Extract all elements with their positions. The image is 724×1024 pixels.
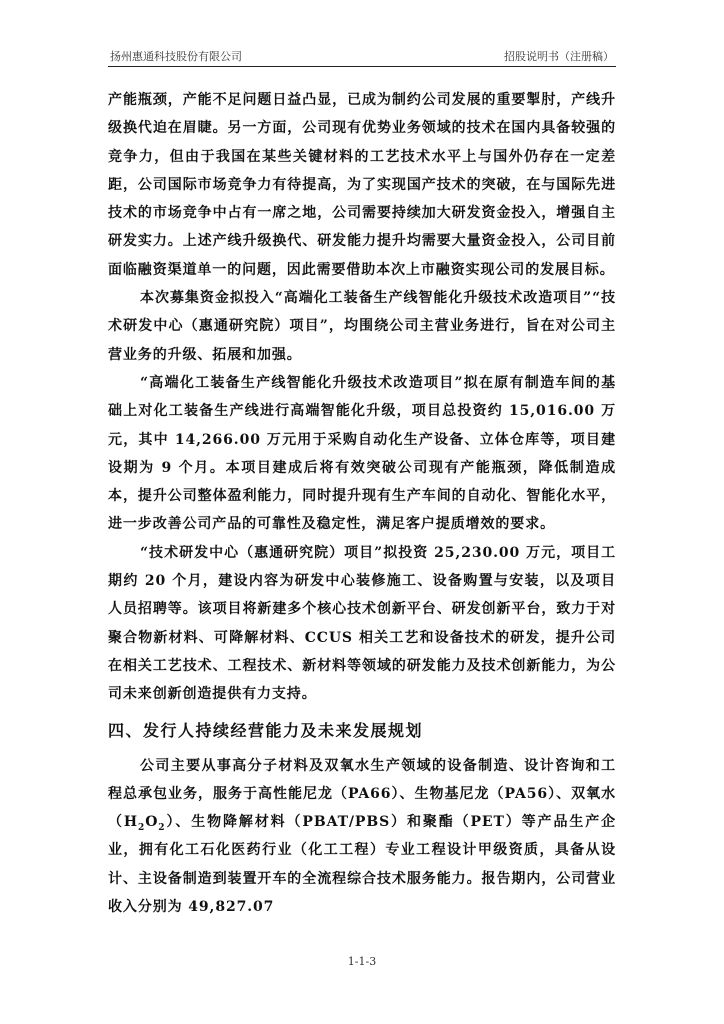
paragraph-text: 公司主要从事高分子材料及双氧水生产领域的设备制造、设计咨询和工程总承包业务，服务于高性能尼龙（PA66）、生物基尼龙（PA56）、双氧水（H — [108, 757, 616, 831]
paragraph: “高端化工装备生产线智能化升级技术改造项目”拟在原有制造车间的基础上对化工装备生产线进行高端智能化升级，项目总投资约 15,016.00 万元，其中 14,266.00 万元用于采购自动化生产设备、立体仓库等，项目建设期为 9 个月。本项目建成后将有效突破公司现有产能瓶颈，降低制造成本，提升公司整体盈利能力，同时提升现有生产车间的自动化、智能化水平，进一步改善公司产品的可靠性及稳定性，满足客户提质增效的要求。 — [108, 374, 616, 533]
subscript: 2 — [158, 822, 166, 833]
paragraph-text: ）、生物降解材料（PBAT/PBS）和聚酯（PET）等产品生产企业，拥有化工石化医药行业（化工工程）专业工程设计甲级资质，具备从设计、主设备制造到装置开车的全流程综合技术服务能力。报告期内，公司营业收入分别为 49,827.07 — [108, 814, 616, 916]
document-body — [108, 86, 616, 921]
paragraph — [108, 752, 616, 922]
paragraph-text: O — [145, 814, 159, 831]
paragraph: “技术研发中心（惠通研究院）项目”拟投资 25,230.00 万元，项目工期约 20 个月，建设内容为研发中心装修施工、设备购置与安装，以及项目人员招聘等。该项目将新建多个核心技术创新平台、研发创新平台，致力于对聚合物新材料、可降解材料、CCUS 相关工艺和设备技术的研发，提升公司在相关工艺技术、工程技术、新材料等领域的研发能力及技术创新能力，为公司未来创新创造提供有力支持。 — [108, 544, 616, 703]
page-header — [108, 40, 616, 67]
paragraph: 产能瓶颈，产能不足问题日益凸显，已成为制约公司发展的重要掣肘，产线升级换代迫在眉睫。另一方面，公司现有优势业务领域的技术在国内具备较强的竞争力，但由于我国在某些关键材料的工艺技术水平上与国外仍存在一定差距，公司国际市场竞争力有待提高，为了实现国产技术的突破，在与国际先进技术的市场竞争中占有一席之地，公司需要持续加大研发资金投入，增强自主研发实力。上述产线升级换代、研发能力提升均需要大量资金投入，公司目前面临融资渠道单一的问题，因此需要借助本次上市融资实现公司的发展目标。 — [108, 92, 616, 278]
page-number: 1-1-3 — [347, 955, 377, 968]
section-heading: 四、发行人持续经营能力及未来发展规划 — [108, 720, 424, 740]
paragraph: 本次募集资金拟投入“高端化工装备生产线智能化升级技术改造项目”“技术研发中心（惠通研究院）项目”，均围绕公司主营业务进行，旨在对公司主营业务的升级、拓展和加强。 — [108, 290, 616, 363]
subscript: 2 — [138, 822, 146, 833]
document-title: 招股说明书（注册稿） — [504, 50, 614, 63]
company-name: 扬州惠通科技股份有限公司 — [110, 50, 242, 63]
